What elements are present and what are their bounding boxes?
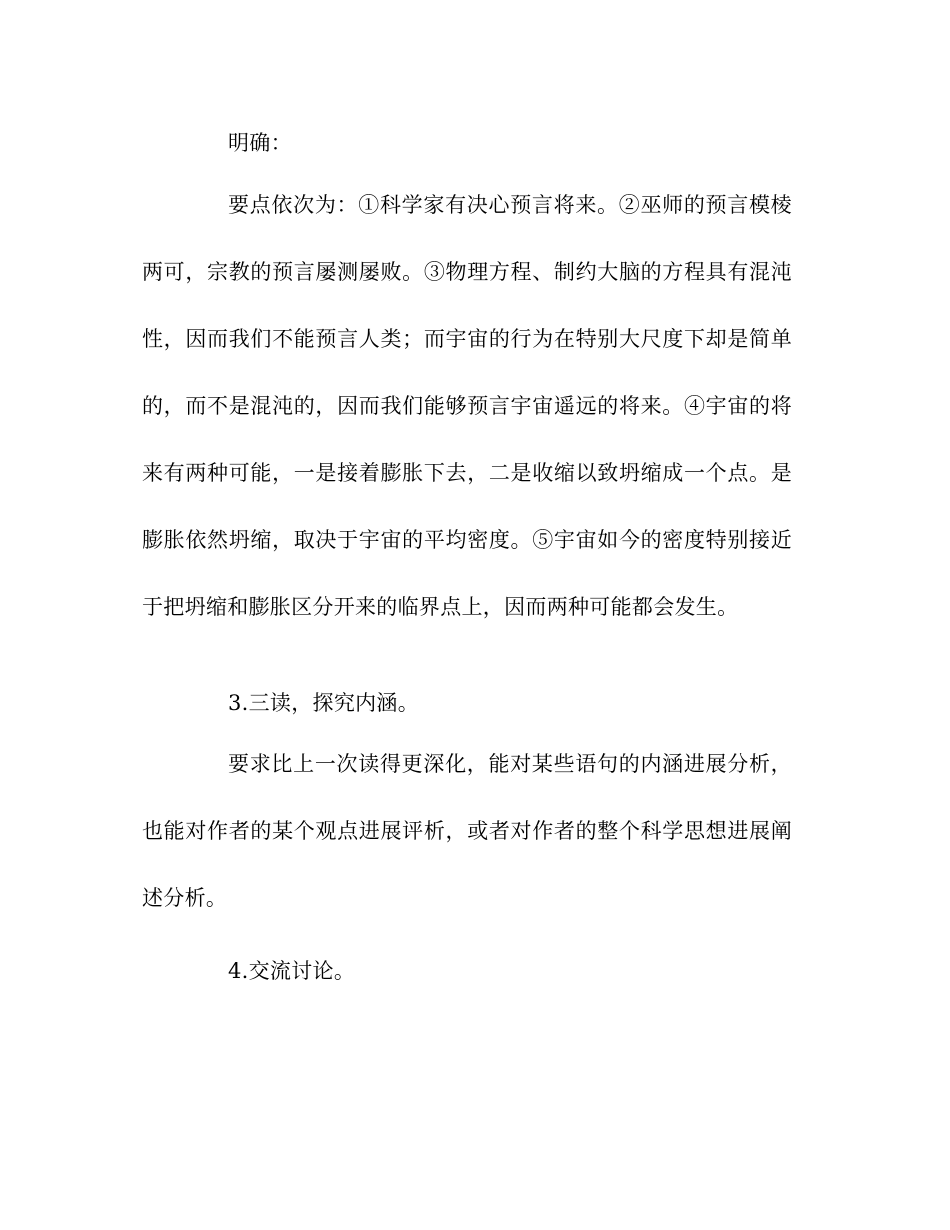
paragraph-discussion: 4.交流讨论。 — [228, 959, 356, 983]
paragraph-third-reading: 3.三读，探究内涵。 — [228, 691, 420, 715]
paragraph-reading-requirements: 要求比上一次读得更深化，能对某些语句的内涵进展分析，也能对作者的某个观点进展评析，或者对作者的整个科学思想进展阐述分析。 — [142, 752, 792, 910]
paragraph-key-points: 要点依次为：①科学家有决心预言将来。②巫师的预言模棱两可，宗教的预言屡测屡败。③物理方程、制约大脑的方程具有混沌性，因而我们不能预言人类；而宇宙的行为在特别大尺度下却是简单的，而不是混沌的，因而我们能够预言宇宙遥远的将来。④宇宙的将来有两种可能，一是接着膨胀下去，二是收缩以致坍缩成一个点。是膨胀依然坍缩，取决于宇宙的平均密度。⑤宇宙如今的密度特别接近于把坍缩和膨胀区分开来的临界点上，因而两种可能都会发生。 — [142, 193, 792, 619]
paragraph-clarify-heading: 明确： — [228, 131, 292, 155]
